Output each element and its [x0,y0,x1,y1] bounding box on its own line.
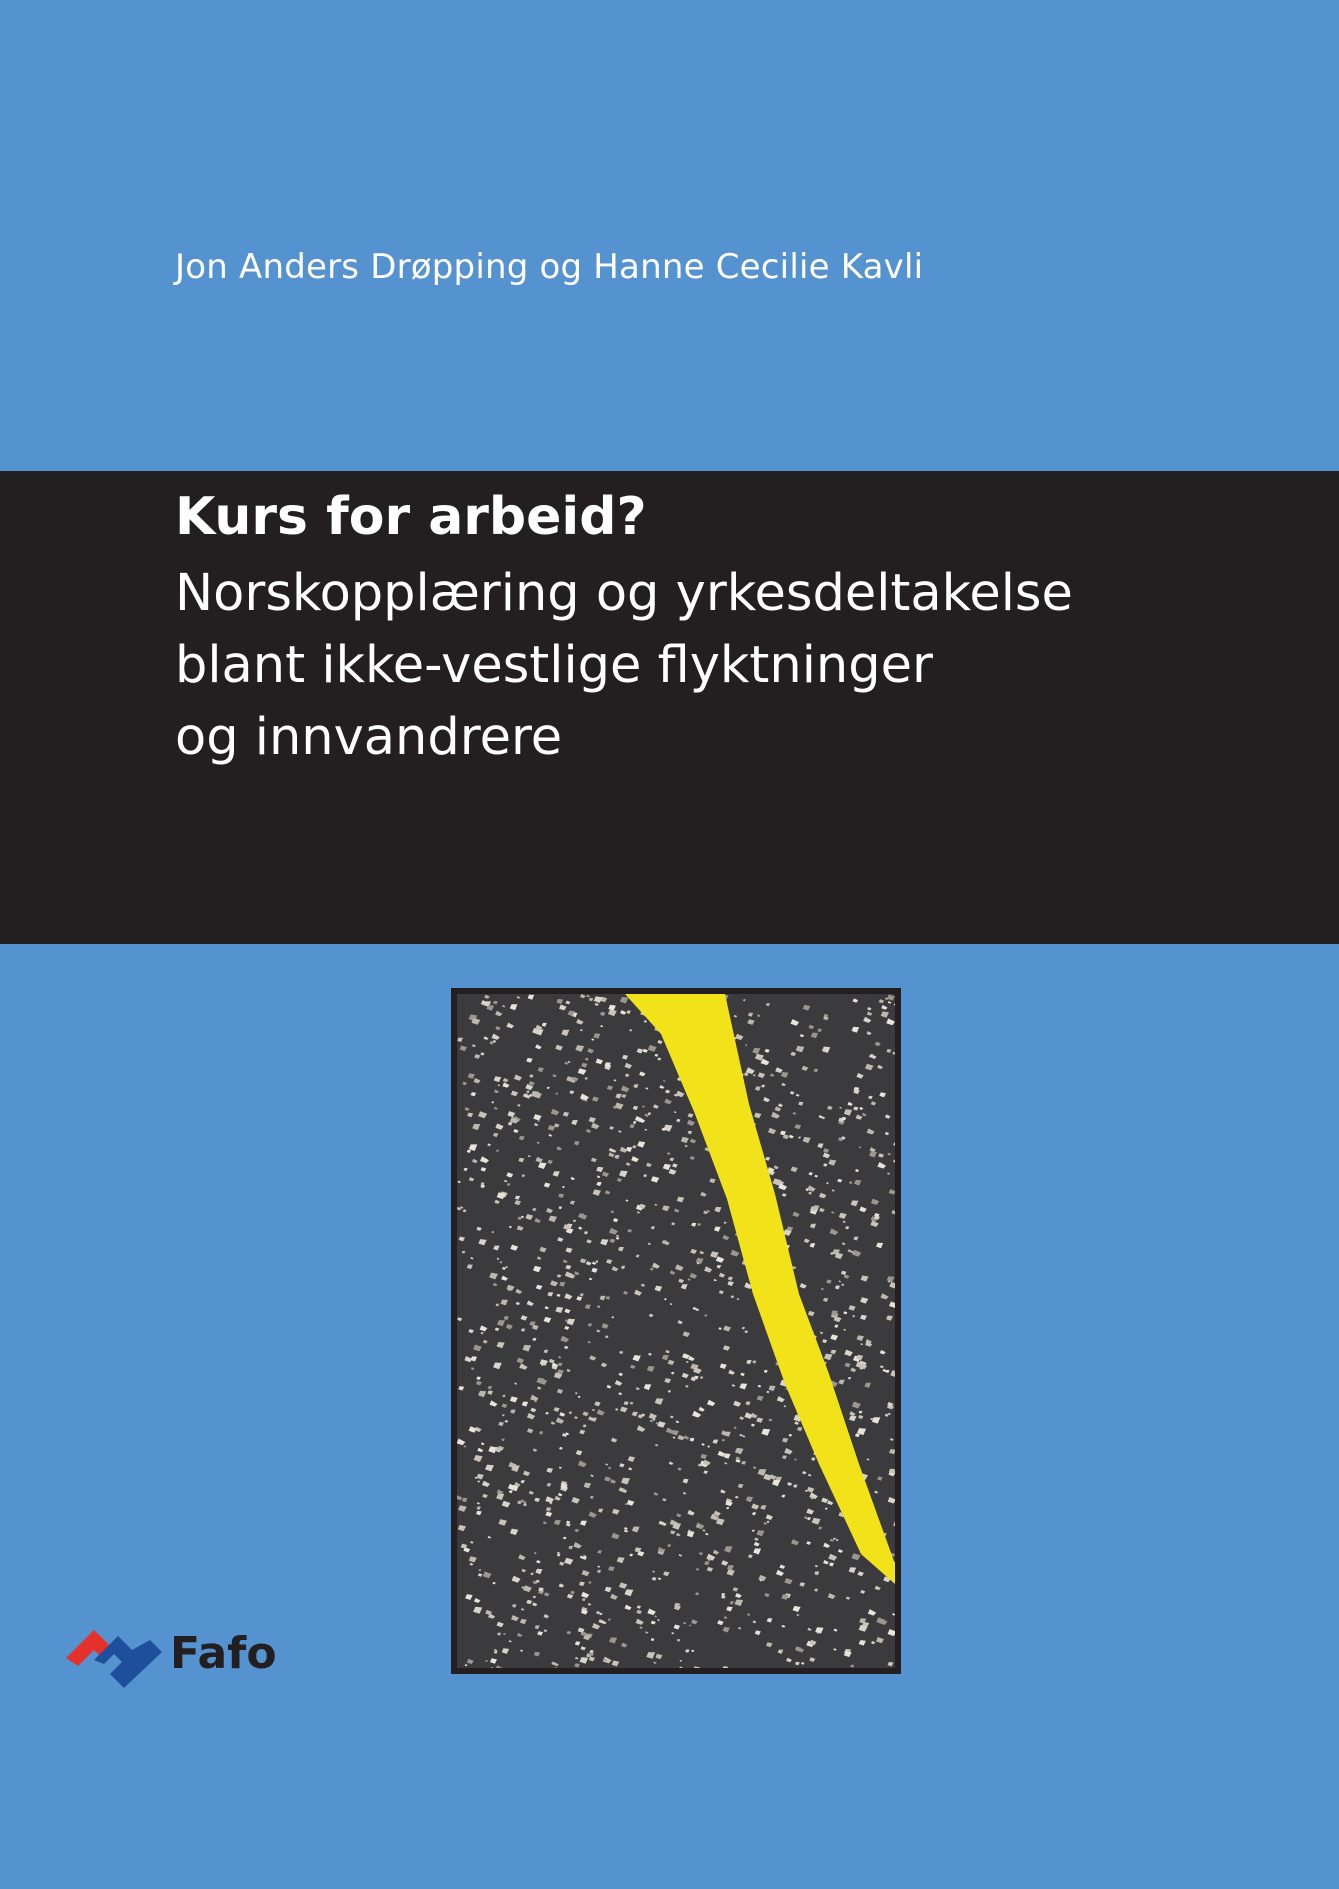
authors: Jon Anders Drøpping og Hanne Cecilie Kavli [175,247,924,287]
publisher-name: Fafo [170,1628,277,1679]
subtitle-line: Norskopplæring og yrkesdeltakelse [175,564,1073,623]
cover-photo [451,988,901,1674]
subtitle-line: og innvandrere [175,708,563,767]
book-title: Kurs for arbeid? [175,487,647,547]
book-subtitle [175,558,1073,774]
fafo-logo-icon [64,1622,164,1692]
subtitle-line: blant ikke-vestlige flyktninger [175,636,933,695]
publisher-logo [64,1622,294,1692]
asphalt-road-line-image [457,994,895,1668]
